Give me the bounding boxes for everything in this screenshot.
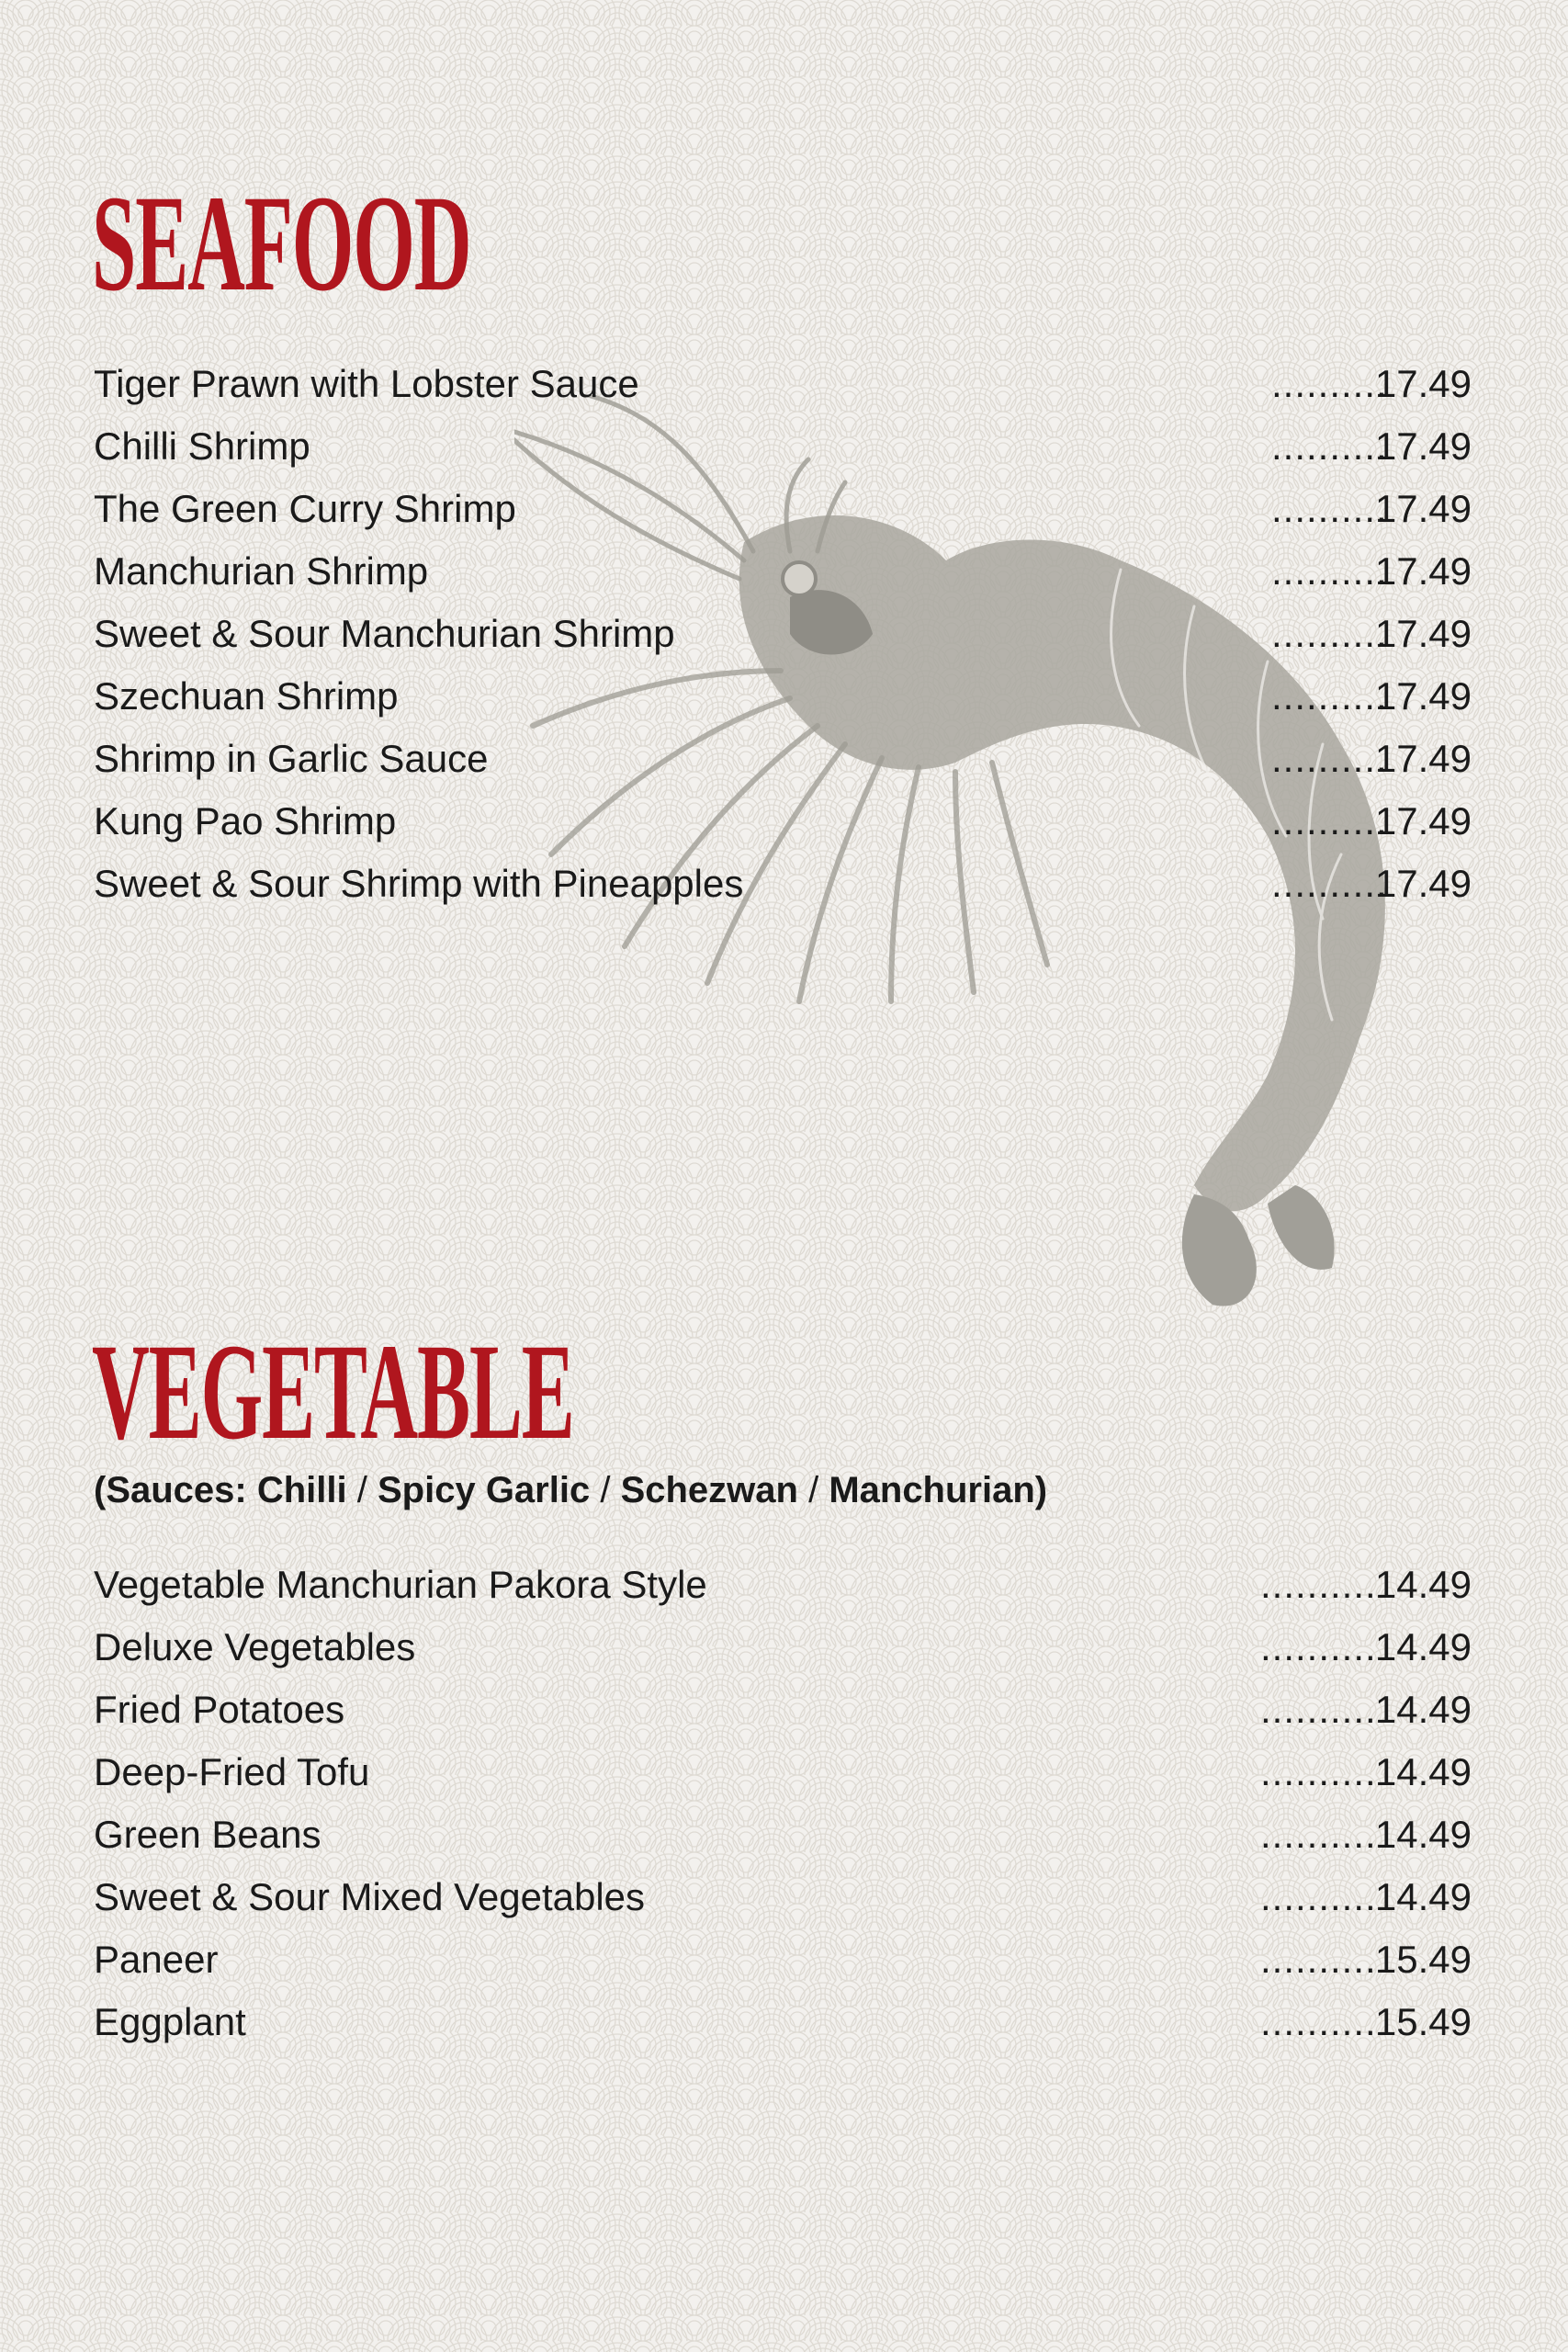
item-price: 17.49 xyxy=(1374,862,1472,905)
dot-leader: .......... xyxy=(1271,549,1388,593)
sauce-spicy-garlic: Spicy Garlic xyxy=(377,1470,591,1510)
dot-leader: .......... xyxy=(1260,1563,1377,1606)
item-name: Sweet & Sour Mixed Vegetables xyxy=(94,1875,646,1918)
item-price: 14.49 xyxy=(1374,1625,1472,1668)
sauce-separator: / xyxy=(346,1470,378,1510)
item-name: Manchurian Shrimp xyxy=(94,549,429,593)
item-price: 17.49 xyxy=(1374,487,1472,530)
item-name: Fried Potatoes xyxy=(94,1688,345,1731)
menu-item xyxy=(94,356,1472,419)
sauce-close: ) xyxy=(1034,1470,1048,1510)
item-price: 17.49 xyxy=(1374,424,1472,468)
item-price: 17.49 xyxy=(1374,362,1472,405)
item-name: Green Beans xyxy=(94,1813,321,1856)
item-name: Shrimp in Garlic Sauce xyxy=(94,737,489,780)
menu-item xyxy=(94,1870,1472,1932)
dot-leader: .......... xyxy=(1271,487,1388,530)
section-title-seafood: SEAFOOD xyxy=(92,167,471,320)
menu-item xyxy=(94,1620,1472,1682)
section-title-vegetable: VEGETABLE xyxy=(92,1316,574,1468)
menu-item xyxy=(94,1557,1472,1620)
dot-leader: .......... xyxy=(1271,612,1388,655)
item-price: 14.49 xyxy=(1374,1688,1472,1731)
sauce-schezwan: Schezwan xyxy=(620,1470,798,1510)
item-price: 14.49 xyxy=(1374,1750,1472,1793)
item-price: 17.49 xyxy=(1374,549,1472,593)
item-name: Sweet & Sour Shrimp with Pineapples xyxy=(94,862,744,905)
dot-leader: .......... xyxy=(1271,424,1388,468)
menu-item xyxy=(94,1682,1472,1745)
dot-leader: .......... xyxy=(1260,1688,1377,1731)
menu-item xyxy=(94,1995,1472,2057)
menu-item xyxy=(94,1745,1472,1807)
seafood-menu-list xyxy=(94,356,1472,919)
dot-leader: .......... xyxy=(1271,362,1388,405)
menu-item xyxy=(94,481,1472,544)
sauce-separator: / xyxy=(797,1470,829,1510)
dot-leader: .......... xyxy=(1260,1875,1377,1918)
item-name: Deluxe Vegetables xyxy=(94,1625,416,1668)
menu-item xyxy=(94,856,1472,919)
item-name: Paneer xyxy=(94,1938,219,1981)
sauce-manchurian: Manchurian xyxy=(829,1470,1035,1510)
menu-item xyxy=(94,1807,1472,1870)
dot-leader: .......... xyxy=(1260,1938,1377,1981)
sauce-open: (Sauces: xyxy=(94,1470,257,1510)
item-name: The Green Curry Shrimp xyxy=(94,487,516,530)
sauce-separator: / xyxy=(590,1470,621,1510)
item-name: Sweet & Sour Manchurian Shrimp xyxy=(94,612,675,655)
menu-item xyxy=(94,606,1472,669)
item-price: 15.49 xyxy=(1374,2000,1472,2043)
item-price: 15.49 xyxy=(1374,1938,1472,1981)
menu-item xyxy=(94,794,1472,856)
menu-item xyxy=(94,544,1472,606)
item-name: Tiger Prawn with Lobster Sauce xyxy=(94,362,639,405)
menu-item xyxy=(94,419,1472,481)
item-price: 17.49 xyxy=(1374,612,1472,655)
dot-leader: .......... xyxy=(1271,799,1388,842)
item-price: 17.49 xyxy=(1374,674,1472,718)
dot-leader: .......... xyxy=(1271,862,1388,905)
item-name: Vegetable Manchurian Pakora Style xyxy=(94,1563,707,1606)
item-name: Deep-Fried Tofu xyxy=(94,1750,370,1793)
item-name: Eggplant xyxy=(94,2000,246,2043)
item-price: 17.49 xyxy=(1374,737,1472,780)
dot-leader: .......... xyxy=(1271,674,1388,718)
sauce-options xyxy=(94,1470,1047,1511)
dot-leader: .......... xyxy=(1260,2000,1377,2043)
item-name: Chilli Shrimp xyxy=(94,424,310,468)
sauce-chilli: Chilli xyxy=(256,1470,347,1510)
menu-item xyxy=(94,731,1472,794)
item-price: 14.49 xyxy=(1374,1875,1472,1918)
menu-item xyxy=(94,669,1472,731)
item-name: Kung Pao Shrimp xyxy=(94,799,397,842)
item-price: 17.49 xyxy=(1374,799,1472,842)
menu-item xyxy=(94,1932,1472,1995)
dot-leader: .......... xyxy=(1260,1750,1377,1793)
vegetable-menu-list xyxy=(94,1557,1472,2057)
item-price: 14.49 xyxy=(1374,1563,1472,1606)
item-price: 14.49 xyxy=(1374,1813,1472,1856)
dot-leader: .......... xyxy=(1271,737,1388,780)
item-name: Szechuan Shrimp xyxy=(94,674,399,718)
dot-leader: .......... xyxy=(1260,1625,1377,1668)
dot-leader: .......... xyxy=(1260,1813,1377,1856)
